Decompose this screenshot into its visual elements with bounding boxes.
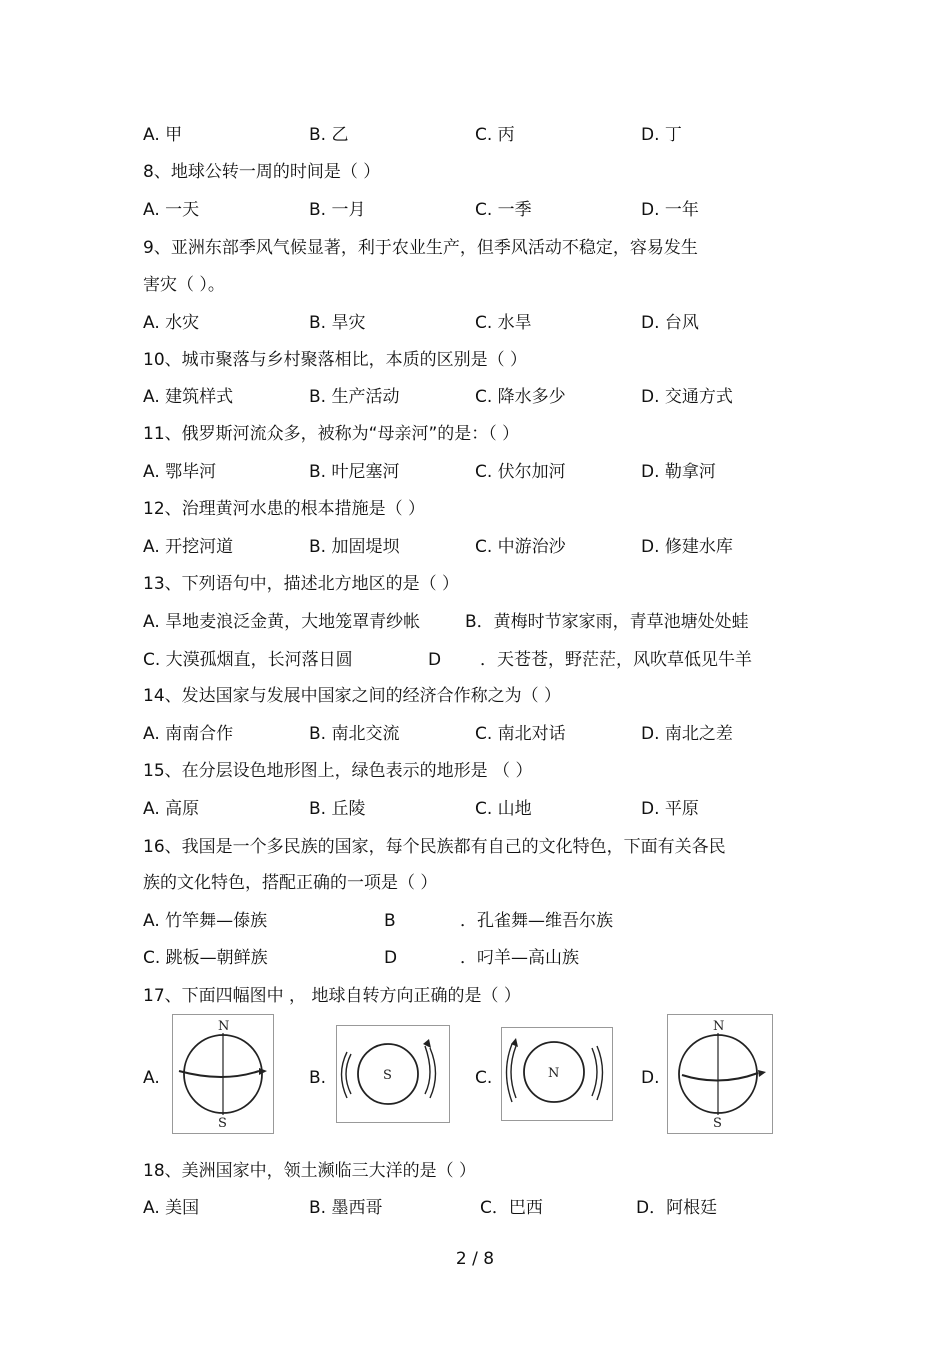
south-label: S <box>713 1116 722 1131</box>
q11-option-a: A. 鄂毕河 <box>143 462 217 482</box>
q12-option-c: C. 中游治沙 <box>475 537 566 557</box>
q18-option-d: D．阿根廷 <box>636 1198 718 1218</box>
q14-option-a: A. 南南合作 <box>143 724 234 744</box>
q11-option-d: D. 勒拿河 <box>641 462 716 482</box>
q17-option-b: B. <box>309 1068 327 1088</box>
q12-option-a: A. 开挖河道 <box>143 537 234 557</box>
q13-option-d: ．天苍苍，野茫茫，风吹草低见牛羊 <box>480 650 752 670</box>
q8-option-d: D. 一年 <box>641 200 699 220</box>
q18-option-a: A. 美国 <box>143 1198 200 1218</box>
q17-figure-d <box>667 1014 773 1134</box>
q7-option-b: B. 乙 <box>309 125 349 145</box>
q17-figure-b <box>336 1025 450 1123</box>
q10-option-b: B. 生产活动 <box>309 387 400 407</box>
q11-option-c: C. 伏尔加河 <box>475 462 566 482</box>
q17-figure-a <box>172 1014 274 1134</box>
q7-option-d: D. 丁 <box>641 125 682 145</box>
q15-option-b: B. 丘陵 <box>309 799 366 819</box>
q16-option-b-letter: B <box>384 911 396 931</box>
rotation-arrow-icon <box>259 1068 267 1075</box>
q14-option-c: C. 南北对话 <box>475 724 566 744</box>
q16-option-b: ．孔雀舞—维吾尔族 <box>460 911 613 931</box>
q13-option-a: A. 旱地麦浪泛金黄，大地笼罩青纱帐 <box>143 612 421 632</box>
q16-option-d-letter: D <box>384 948 398 968</box>
north-pole-label: N <box>548 1066 560 1081</box>
q15-option-a: A. 高原 <box>143 799 200 819</box>
q16-stem-line2: 族的文化特色，搭配正确的一项是（ ） <box>143 873 438 893</box>
north-label: N <box>218 1019 230 1034</box>
q16-option-a: A. 竹竿舞—傣族 <box>143 911 268 931</box>
q17-figure-c <box>501 1027 613 1121</box>
q15-option-c: C. 山地 <box>475 799 532 819</box>
south-label: S <box>218 1116 227 1131</box>
q15-option-d: D. 平原 <box>641 799 699 819</box>
q12-option-b: B. 加固堤坝 <box>309 537 400 557</box>
q14-option-b: B. 南北交流 <box>309 724 400 744</box>
q11-stem: 11、俄罗斯河流众多，被称为“母亲河”的是：（ ） <box>143 424 520 444</box>
south-pole-label: S <box>383 1068 392 1083</box>
q8-option-c: C. 一季 <box>475 200 532 220</box>
q11-option-b: B. 叶尼塞河 <box>309 462 400 482</box>
q14-stem: 14、发达国家与发展中国家之间的经济合作称之为（ ） <box>143 686 562 706</box>
q10-option-d: D. 交通方式 <box>641 387 733 407</box>
q7-option-a: A. 甲 <box>143 125 183 145</box>
q8-option-a: A. 一天 <box>143 200 200 220</box>
north-label: N <box>713 1019 725 1034</box>
q12-stem: 12、治理黄河水患的根本措施是（ ） <box>143 499 426 519</box>
q8-option-b: B. 一月 <box>309 200 366 220</box>
q13-stem: 13、下列语句中，描述北方地区的是（ ） <box>143 574 460 594</box>
q18-option-c: C．巴西 <box>480 1198 543 1218</box>
q17-stem: 17、下面四幅图中 ， 地球自转方向正确的是（ ） <box>143 986 521 1006</box>
q9-option-b: B. 旱灾 <box>309 313 366 333</box>
q16-option-d: ．叼羊—高山族 <box>460 948 579 968</box>
q13-option-c: C. 大漠孤烟直，长河落日圆 <box>143 650 353 670</box>
q14-option-d: D. 南北之差 <box>641 724 733 744</box>
q9-option-d: D. 台风 <box>641 313 699 333</box>
q17-option-d: D. <box>641 1068 660 1088</box>
q10-option-a: A. 建筑样式 <box>143 387 234 407</box>
q12-option-d: D. 修建水库 <box>641 537 733 557</box>
q18-stem: 18、美洲国家中，领土濒临三大洋的是（ ） <box>143 1161 477 1181</box>
q17-option-a: A. <box>143 1068 160 1088</box>
page-number: 2 / 8 <box>455 1249 495 1269</box>
q17-option-c: C. <box>475 1068 493 1088</box>
q10-stem: 10、城市聚落与乡村聚落相比，本质的区别是（ ） <box>143 350 528 370</box>
q10-option-c: C. 降水多少 <box>475 387 566 407</box>
rotation-arrow-icon <box>423 1039 431 1048</box>
q18-option-b: B. 墨西哥 <box>309 1198 383 1218</box>
q16-stem-line1: 16、我国是一个多民族的国家，每个民族都有自己的文化特色，下面有关各民 <box>143 837 726 857</box>
q9-stem-line1: 9、亚洲东部季风气候显著，利于农业生产，但季风活动不稳定，容易发生 <box>143 238 698 258</box>
q9-stem-line2: 害灾（ ）。 <box>143 275 225 295</box>
q8-stem: 8、地球公转一周的时间是（ ） <box>143 162 381 182</box>
q9-option-c: C. 水旱 <box>475 313 532 333</box>
q7-option-c: C. 丙 <box>475 125 515 145</box>
q9-option-a: A. 水灾 <box>143 313 200 333</box>
q16-option-c: C. 跳板—朝鲜族 <box>143 948 268 968</box>
q13-option-b: B．黄梅时节家家雨，青草池塘处处蛙 <box>465 612 749 632</box>
rotation-arrow-icon <box>758 1070 766 1077</box>
q15-stem: 15、在分层设色地形图上，绿色表示的地形是 （ ） <box>143 761 533 781</box>
q13-option-d-letter: D <box>428 650 442 670</box>
